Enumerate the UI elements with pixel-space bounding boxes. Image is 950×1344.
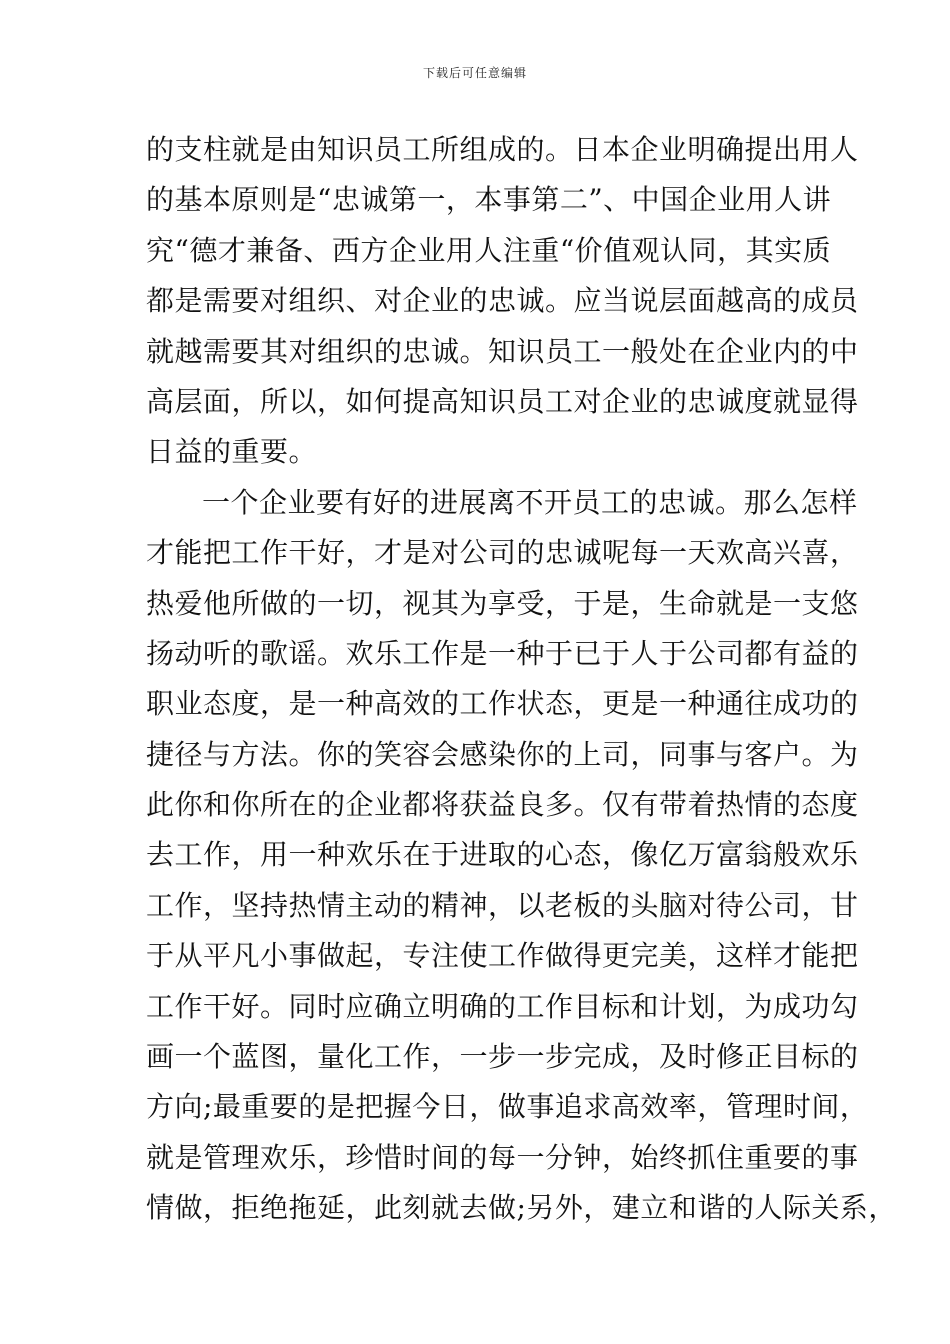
text-line: 画一个蓝图，量化工作，一步一步完成，及时修正目标的 [146, 1040, 859, 1074]
text-line: 扬动听的歌谣。欢乐工作是一种于已于人于公司都有益的 [146, 636, 859, 670]
text-line: 高层面，所以，如何提高知识员工对企业的忠诚度就显得 [146, 384, 859, 418]
text-line: 工作干好。同时应确立明确的工作目标和计划，为成功勾 [146, 989, 859, 1023]
text-line: 就越需要其对组织的忠诚。知识员工一般处在企业内的中 [146, 334, 859, 368]
page-header: 下载后可任意编辑 [422, 66, 527, 80]
paragraph-first-line: 一个企业要有好的进展离不开员工的忠诚。那么怎样 [202, 485, 858, 519]
document-body [146, 125, 897, 1234]
text-line: 日益的重要。 [146, 435, 318, 469]
text-line: 热爱他所做的一切，视其为享受，于是，生命就是一支悠 [146, 586, 859, 620]
text-line: 捷径与方法。你的笑容会感染你的上司，同事与客户。为 [146, 737, 859, 771]
text-line: 情做，拒绝拖延，此刻就去做;另外，建立和谐的人际关系， [146, 1191, 897, 1225]
text-line: 方向;最重要的是把握今日，做事追求高效率，管理时间， [146, 1090, 869, 1124]
text-line: 的基本原则是“忠诚第一，本事第二”、中国企业用人讲 [146, 183, 832, 217]
text-line: 于从平凡小事做起，专注使工作做得更完美，这样才能把 [146, 939, 859, 973]
text-line: 才能把工作干好，才是对公司的忠诚呢每一天欢高兴喜， [146, 536, 859, 570]
text-line: 此你和你所在的企业都将获益良多。仅有带着热情的态度 [146, 788, 859, 822]
text-line: 工作，坚持热情主动的精神，以老板的头脑对待公司，甘 [146, 888, 859, 922]
text-line: 的支柱就是由知识员工所组成的。日本企业明确提出用人 [146, 133, 859, 166]
text-line: 职业态度，是一种高效的工作状态，更是一种通往成功的 [146, 687, 859, 721]
text-line: 都是需要对组织、对企业的忠诚。应当说层面越高的成员 [146, 284, 859, 318]
text-line: 去工作，用一种欢乐在于进取的心态，像亿万富翁般欢乐 [146, 838, 859, 872]
text-line: 究“德才兼备、西方企业用人注重“价值观认同，其实质 [146, 233, 832, 267]
text-line: 就是管理欢乐，珍惜时间的每一分钟，始终抓住重要的事 [146, 1140, 859, 1174]
